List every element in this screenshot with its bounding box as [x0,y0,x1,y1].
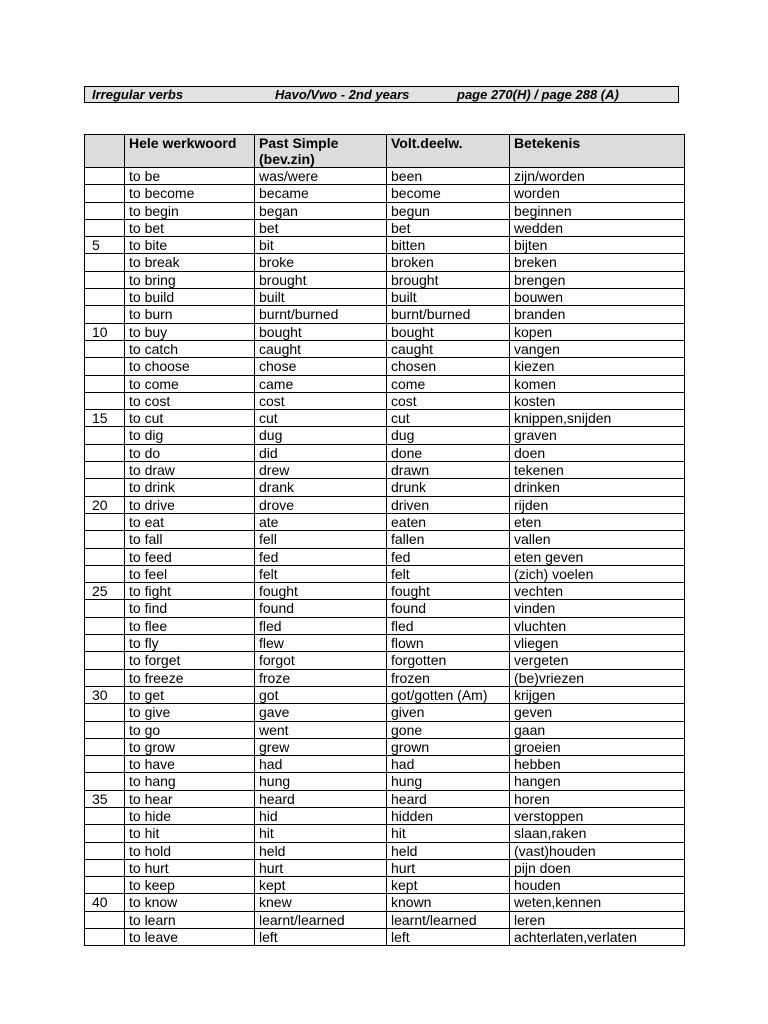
infinitive-cell: to flee [125,617,255,634]
past-participle-cell: fallen [387,531,510,548]
row-number [85,444,125,461]
column-header-past-participle: Volt.deelw. [387,135,510,168]
table-row [85,254,685,271]
past-participle-cell: hit [387,825,510,842]
past-participle-cell: bitten [387,237,510,254]
table-row [85,410,685,427]
past-simple-cell: dug [255,427,387,444]
meaning-cell: drinken [510,479,685,496]
infinitive-cell: to bring [125,271,255,288]
meaning-cell: vinden [510,600,685,617]
row-number [85,807,125,824]
meaning-cell: krijgen [510,686,685,703]
row-number [85,168,125,185]
past-simple-cell: went [255,721,387,738]
row-number [85,911,125,928]
row-number: 5 [85,237,125,254]
row-number [85,565,125,582]
meaning-cell: eten geven [510,548,685,565]
table-row [85,323,685,340]
meaning-cell: eten [510,513,685,530]
row-number [85,427,125,444]
past-participle-cell: become [387,185,510,202]
meaning-cell: komen [510,375,685,392]
table-row [85,911,685,928]
row-number: 30 [85,686,125,703]
meaning-cell: (vast)houden [510,842,685,859]
table-row [85,721,685,738]
past-participle-cell: fed [387,548,510,565]
past-simple-cell: hid [255,807,387,824]
past-participle-cell: fought [387,583,510,600]
past-simple-cell: ate [255,513,387,530]
past-participle-cell: cost [387,392,510,409]
past-simple-cell: learnt/learned [255,911,387,928]
row-number [85,704,125,721]
row-number [85,635,125,652]
infinitive-cell: to hit [125,825,255,842]
past-simple-cell: got [255,686,387,703]
table-row [85,583,685,600]
infinitive-cell: to begin [125,202,255,219]
infinitive-cell: to break [125,254,255,271]
table-row [85,894,685,911]
column-header-meaning: Betekenis [510,135,685,168]
past-simple-cell: had [255,756,387,773]
past-simple-cell: was/were [255,168,387,185]
table-row [85,548,685,565]
table-row [85,444,685,461]
infinitive-cell: to fly [125,635,255,652]
infinitive-cell: to freeze [125,669,255,686]
infinitive-cell: to cost [125,392,255,409]
table-row [85,565,685,582]
table-row [85,790,685,807]
meaning-cell: knippen,snijden [510,410,685,427]
row-number [85,738,125,755]
infinitive-cell: to know [125,894,255,911]
past-simple-cell: forgot [255,652,387,669]
table-row [85,513,685,530]
table-row [85,479,685,496]
infinitive-cell: to get [125,686,255,703]
table-row [85,392,685,409]
past-participle-cell: known [387,894,510,911]
past-simple-cell: cost [255,392,387,409]
table-row [85,704,685,721]
table-row [85,462,685,479]
row-number: 20 [85,496,125,513]
past-simple-cell: bought [255,323,387,340]
past-simple-cell: built [255,289,387,306]
past-simple-cell: fed [255,548,387,565]
infinitive-cell: to find [125,600,255,617]
column-header-infinitive: Hele werkwoord [125,135,255,168]
meaning-cell: kosten [510,392,685,409]
meaning-cell: rijden [510,496,685,513]
table-row [85,375,685,392]
infinitive-cell: to hold [125,842,255,859]
row-number: 40 [85,894,125,911]
infinitive-cell: to fight [125,583,255,600]
past-simple-cell: gave [255,704,387,721]
infinitive-cell: to drive [125,496,255,513]
infinitive-cell: to choose [125,358,255,375]
header-page-reference: page 270(H) / page 288 (A) [457,87,619,102]
past-participle-cell: hurt [387,859,510,876]
meaning-cell: pijn doen [510,859,685,876]
infinitive-cell: to grow [125,738,255,755]
meaning-cell: weten,kennen [510,894,685,911]
past-simple-cell: fled [255,617,387,634]
meaning-cell: (zich) voelen [510,565,685,582]
row-number [85,219,125,236]
row-number [85,271,125,288]
infinitive-cell: to be [125,168,255,185]
meaning-cell: tekenen [510,462,685,479]
row-number: 35 [85,790,125,807]
past-participle-cell: left [387,929,510,946]
past-participle-cell: drunk [387,479,510,496]
infinitive-cell: to fall [125,531,255,548]
past-participle-cell: drawn [387,462,510,479]
past-simple-cell: drank [255,479,387,496]
row-number [85,548,125,565]
row-number [85,652,125,669]
infinitive-cell: to dig [125,427,255,444]
infinitive-cell: to become [125,185,255,202]
table-row [85,669,685,686]
header-title: Irregular verbs [92,87,184,102]
row-number [85,617,125,634]
past-simple-cell: fell [255,531,387,548]
past-simple-cell: chose [255,358,387,375]
meaning-cell: vluchten [510,617,685,634]
row-number [85,306,125,323]
meaning-cell: achterlaten,verlaten [510,929,685,946]
meaning-cell: wedden [510,219,685,236]
past-simple-cell: hung [255,773,387,790]
table-body [85,168,685,946]
past-simple-cell: grew [255,738,387,755]
table-row [85,531,685,548]
past-simple-cell: did [255,444,387,461]
row-number [85,375,125,392]
meaning-cell: branden [510,306,685,323]
past-participle-cell: grown [387,738,510,755]
meaning-cell: houden [510,877,685,894]
meaning-cell: vergeten [510,652,685,669]
past-simple-cell: felt [255,565,387,582]
infinitive-cell: to drink [125,479,255,496]
meaning-cell: vangen [510,340,685,357]
past-participle-cell: brought [387,271,510,288]
row-number [85,185,125,202]
past-participle-cell: driven [387,496,510,513]
table-row [85,168,685,185]
table-row [85,825,685,842]
past-participle-cell: caught [387,340,510,357]
meaning-cell: doen [510,444,685,461]
table-row [85,289,685,306]
table-row [85,496,685,513]
header-level: Havo/Vwo - 2nd years [275,87,410,102]
past-simple-cell: became [255,185,387,202]
meaning-cell: gaan [510,721,685,738]
past-simple-cell: found [255,600,387,617]
past-participle-cell: bet [387,219,510,236]
table-row [85,340,685,357]
infinitive-cell: to buy [125,323,255,340]
past-simple-cell: bit [255,237,387,254]
table-row [85,859,685,876]
row-number [85,859,125,876]
table-row [85,807,685,824]
table-row [85,306,685,323]
past-simple-cell: began [255,202,387,219]
past-participle-cell: cut [387,410,510,427]
table-row [85,842,685,859]
row-number [85,531,125,548]
row-number [85,600,125,617]
past-participle-cell: forgotten [387,652,510,669]
meaning-cell: vliegen [510,635,685,652]
table-row [85,617,685,634]
meaning-cell: brengen [510,271,685,288]
meaning-cell: slaan,raken [510,825,685,842]
infinitive-cell: to build [125,289,255,306]
meaning-cell: bijten [510,237,685,254]
meaning-cell: beginnen [510,202,685,219]
past-simple-cell: brought [255,271,387,288]
past-simple-cell: held [255,842,387,859]
column-header-past-simple: Past Simple (bev.zin) [255,135,387,168]
meaning-cell: leren [510,911,685,928]
infinitive-cell: to have [125,756,255,773]
infinitive-cell: to feel [125,565,255,582]
infinitive-cell: to forget [125,652,255,669]
row-number: 15 [85,410,125,427]
infinitive-cell: to leave [125,929,255,946]
meaning-cell: vallen [510,531,685,548]
document-header [84,86,679,103]
row-number [85,669,125,686]
past-simple-cell: left [255,929,387,946]
row-number [85,392,125,409]
table-row [85,652,685,669]
table-row [85,219,685,236]
past-simple-cell: hit [255,825,387,842]
table-row [85,427,685,444]
infinitive-cell: to hide [125,807,255,824]
table-row [85,202,685,219]
meaning-cell: horen [510,790,685,807]
past-participle-cell: come [387,375,510,392]
row-number [85,929,125,946]
infinitive-cell: to burn [125,306,255,323]
infinitive-cell: to draw [125,462,255,479]
meaning-cell: geven [510,704,685,721]
table-row [85,877,685,894]
infinitive-cell: to learn [125,911,255,928]
table-row [85,929,685,946]
meaning-cell: (be)vriezen [510,669,685,686]
past-simple-cell: burnt/burned [255,306,387,323]
past-participle-cell: hidden [387,807,510,824]
past-participle-cell: flown [387,635,510,652]
past-participle-cell: dug [387,427,510,444]
row-number [85,721,125,738]
meaning-cell: worden [510,185,685,202]
past-simple-cell: flew [255,635,387,652]
meaning-cell: vechten [510,583,685,600]
table-row [85,756,685,773]
table-header-row [85,135,685,168]
meaning-cell: kopen [510,323,685,340]
row-number [85,358,125,375]
row-number [85,479,125,496]
infinitive-cell: to feed [125,548,255,565]
column-header-number [85,135,125,168]
row-number [85,825,125,842]
infinitive-cell: to keep [125,877,255,894]
past-participle-cell: burnt/burned [387,306,510,323]
infinitive-cell: to hurt [125,859,255,876]
row-number [85,462,125,479]
past-simple-cell: came [255,375,387,392]
table-row [85,600,685,617]
past-participle-cell: given [387,704,510,721]
past-simple-cell: heard [255,790,387,807]
row-number: 25 [85,583,125,600]
meaning-cell: verstoppen [510,807,685,824]
table-row [85,185,685,202]
past-simple-cell: fought [255,583,387,600]
past-participle-cell: chosen [387,358,510,375]
past-participle-cell: been [387,168,510,185]
past-simple-cell: drew [255,462,387,479]
row-number [85,877,125,894]
infinitive-cell: to go [125,721,255,738]
past-participle-cell: had [387,756,510,773]
irregular-verbs-table [84,134,685,946]
table-row [85,358,685,375]
row-number [85,202,125,219]
row-number [85,773,125,790]
past-participle-cell: done [387,444,510,461]
infinitive-cell: to hear [125,790,255,807]
past-participle-cell: gone [387,721,510,738]
table-row [85,237,685,254]
infinitive-cell: to come [125,375,255,392]
meaning-cell: kiezen [510,358,685,375]
past-participle-cell: bought [387,323,510,340]
row-number [85,756,125,773]
table-row [85,271,685,288]
infinitive-cell: to eat [125,513,255,530]
past-simple-cell: hurt [255,859,387,876]
infinitive-cell: to do [125,444,255,461]
past-participle-cell: fled [387,617,510,634]
past-participle-cell: hung [387,773,510,790]
past-simple-cell: bet [255,219,387,236]
infinitive-cell: to bite [125,237,255,254]
meaning-cell: groeien [510,738,685,755]
past-participle-cell: broken [387,254,510,271]
meaning-cell: hangen [510,773,685,790]
past-simple-cell: froze [255,669,387,686]
past-participle-cell: frozen [387,669,510,686]
past-simple-cell: kept [255,877,387,894]
past-participle-cell: begun [387,202,510,219]
meaning-cell: zijn/worden [510,168,685,185]
past-participle-cell: built [387,289,510,306]
row-number [85,842,125,859]
past-participle-cell: kept [387,877,510,894]
infinitive-cell: to hang [125,773,255,790]
past-simple-cell: cut [255,410,387,427]
row-number: 10 [85,323,125,340]
meaning-cell: graven [510,427,685,444]
past-simple-cell: caught [255,340,387,357]
infinitive-cell: to catch [125,340,255,357]
table-row [85,686,685,703]
meaning-cell: breken [510,254,685,271]
table-row [85,773,685,790]
past-participle-cell: got/gotten (Am) [387,686,510,703]
meaning-cell: hebben [510,756,685,773]
past-participle-cell: eaten [387,513,510,530]
past-simple-cell: broke [255,254,387,271]
past-simple-cell: knew [255,894,387,911]
infinitive-cell: to bet [125,219,255,236]
table-row [85,635,685,652]
past-participle-cell: learnt/learned [387,911,510,928]
past-participle-cell: held [387,842,510,859]
row-number [85,289,125,306]
past-participle-cell: heard [387,790,510,807]
table-row [85,738,685,755]
past-simple-cell: drove [255,496,387,513]
infinitive-cell: to give [125,704,255,721]
past-participle-cell: felt [387,565,510,582]
meaning-cell: bouwen [510,289,685,306]
infinitive-cell: to cut [125,410,255,427]
row-number [85,254,125,271]
past-participle-cell: found [387,600,510,617]
row-number [85,513,125,530]
row-number [85,340,125,357]
